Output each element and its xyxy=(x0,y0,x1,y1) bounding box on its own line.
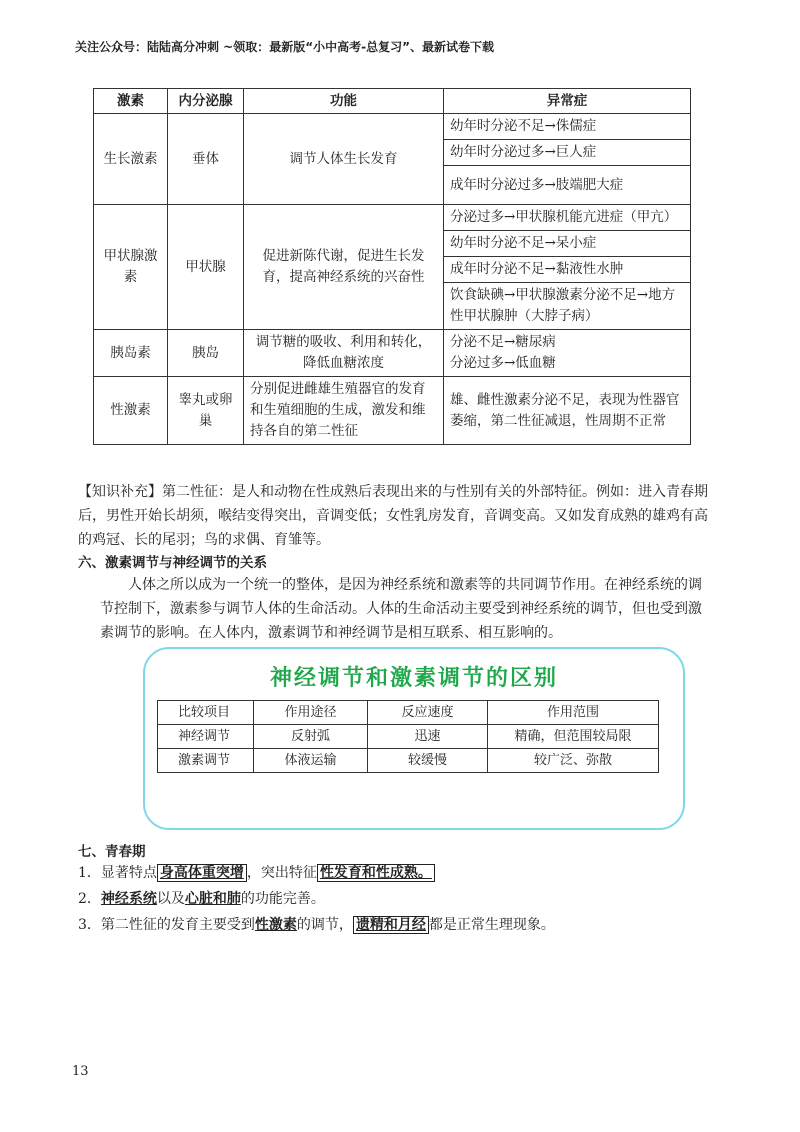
key-term: 性发育和性成熟。 xyxy=(317,864,435,882)
table-cell: 神经调节 xyxy=(158,725,254,749)
header-cell: 比较项目 xyxy=(158,701,254,725)
list-item xyxy=(78,888,325,910)
table-row xyxy=(94,377,691,445)
comparison-title: 神经调节和激素调节的区别 xyxy=(269,666,558,691)
disorder-cell: 幼年时分泌不足→呆小症 xyxy=(444,231,691,257)
item-text: 的调节， xyxy=(296,917,353,933)
table-cell: 迅速 xyxy=(368,725,488,749)
gland-cell: 胰岛 xyxy=(168,330,244,377)
header-cell: 作用途径 xyxy=(254,701,368,725)
table-row xyxy=(158,749,659,773)
header-cell: 作用范围 xyxy=(488,701,659,725)
disorder-cell: 雄、雌性激素分泌不足，表现为性器官萎缩，第二性征减退，性周期不正常 xyxy=(444,377,691,445)
table-cell: 反射弧 xyxy=(254,725,368,749)
hormone-table xyxy=(93,88,691,445)
comparison-table xyxy=(157,700,659,773)
hormone-cell: 性激素 xyxy=(94,377,168,445)
page-header: 关注公众号：陆陆高分冲刺 ~领取：最新版“小中高考-总复习”、最新试卷下载 xyxy=(75,40,494,54)
function-cell: 调节糖的吸收、利用和转化，降低血糖浓度 xyxy=(244,330,444,377)
disorder-cell: 成年时分泌过多→肢端肥大症 xyxy=(444,166,691,205)
page-number: 13 xyxy=(72,1064,89,1079)
gland-cell: 垂体 xyxy=(168,114,244,205)
table-cell: 精确，但范围较局限 xyxy=(488,725,659,749)
table-cell: 较缓慢 xyxy=(368,749,488,773)
key-term: 性激素 xyxy=(254,917,297,933)
table-row xyxy=(94,114,691,140)
list-item xyxy=(78,862,435,884)
list-item xyxy=(78,914,555,936)
item-text: 第二性征的发育主要受到 xyxy=(100,917,255,933)
header-cell: 反应速度 xyxy=(368,701,488,725)
item-number: 1． xyxy=(78,865,101,881)
disorder-cell: 幼年时分泌过多→巨人症 xyxy=(444,140,691,166)
disorder-cell: 分泌过多→甲状腺机能亢进症（甲亢） xyxy=(444,205,691,231)
item-text: 都是正常生理现象。 xyxy=(428,917,555,933)
key-term: 心脏和肺 xyxy=(184,891,241,907)
hormone-cell: 甲状腺激素 xyxy=(94,205,168,330)
table-row xyxy=(94,205,691,231)
item-number: 2． xyxy=(78,891,101,907)
function-cell: 分别促进雌雄生殖器官的发育和生殖细胞的生成，激发和维持各自的第二性征 xyxy=(244,377,444,445)
item-text: 的功能完善。 xyxy=(240,891,325,907)
table-row xyxy=(158,725,659,749)
disorder-line: 分泌过多→低血糖 xyxy=(450,355,556,371)
header-cell: 功能 xyxy=(244,89,444,114)
section-6-body: 人体之所以成为一个统一的整体，是因为神经系统和激素等的共同调节作用。在神经系统的调节控制下，激素参与调节人体的生命活动。人体的生命活动主要受到神经系统的调节，但也受到激素调节的影响。在人体内，激素调节和神经调节是相互联系、相互影响的。 xyxy=(100,577,702,641)
gland-cell: 睾丸或卵巢 xyxy=(168,377,244,445)
hormone-table-header xyxy=(94,89,691,114)
function-cell: 调节人体生长发育 xyxy=(244,114,444,205)
table-cell: 较广泛、弥散 xyxy=(488,749,659,773)
table-cell: 激素调节 xyxy=(158,749,254,773)
item-number: 3． xyxy=(78,917,101,933)
disorder-cell: 成年时分泌不足→黏液性水肿 xyxy=(444,257,691,283)
hormone-cell: 胰岛素 xyxy=(94,330,168,377)
section-6-title: 六、激素调节与神经调节的关系 xyxy=(78,555,267,571)
hormone-cell: 生长激素 xyxy=(94,114,168,205)
key-term: 身高体重突增 xyxy=(157,864,247,882)
table-cell: 体液运输 xyxy=(254,749,368,773)
header-cell: 激素 xyxy=(94,89,168,114)
disorder-cell xyxy=(444,330,691,377)
disorder-cell: 饮食缺碘→甲状腺激素分泌不足→地方性甲状腺肿（大脖子病） xyxy=(444,283,691,330)
item-text: ，突出特征 xyxy=(246,865,317,881)
gland-cell: 甲状腺 xyxy=(168,205,244,330)
header-cell: 内分泌腺 xyxy=(168,89,244,114)
section-7-title: 七、青春期 xyxy=(78,844,146,860)
comparison-box xyxy=(143,647,685,830)
function-cell: 促进新陈代谢，促进生长发育，提高神经系统的兴奋性 xyxy=(244,205,444,330)
item-text: 显著特点 xyxy=(100,865,157,881)
key-term: 神经系统 xyxy=(100,891,157,907)
disorder-line: 分泌不足→糖尿病 xyxy=(450,334,556,350)
key-term: 遗精和月经 xyxy=(353,916,429,934)
table-row xyxy=(94,330,691,377)
comparison-header-row xyxy=(158,701,659,725)
item-text: 以及 xyxy=(156,891,185,907)
disorder-cell: 幼年时分泌不足→侏儒症 xyxy=(444,114,691,140)
knowledge-supplement: 【知识补充】第二性征：是人和动物在性成熟后表现出来的与性别有关的外部特征。例如：进入青春期后，男性开始长胡须，喉结变得突出，音调变低；女性乳房发育，音调变高。又如发育成熟的雄鸡有高的鸡冠、长的尾羽；鸟的求偶、育雏等。 xyxy=(78,484,708,548)
header-cell: 异常症 xyxy=(444,89,691,114)
